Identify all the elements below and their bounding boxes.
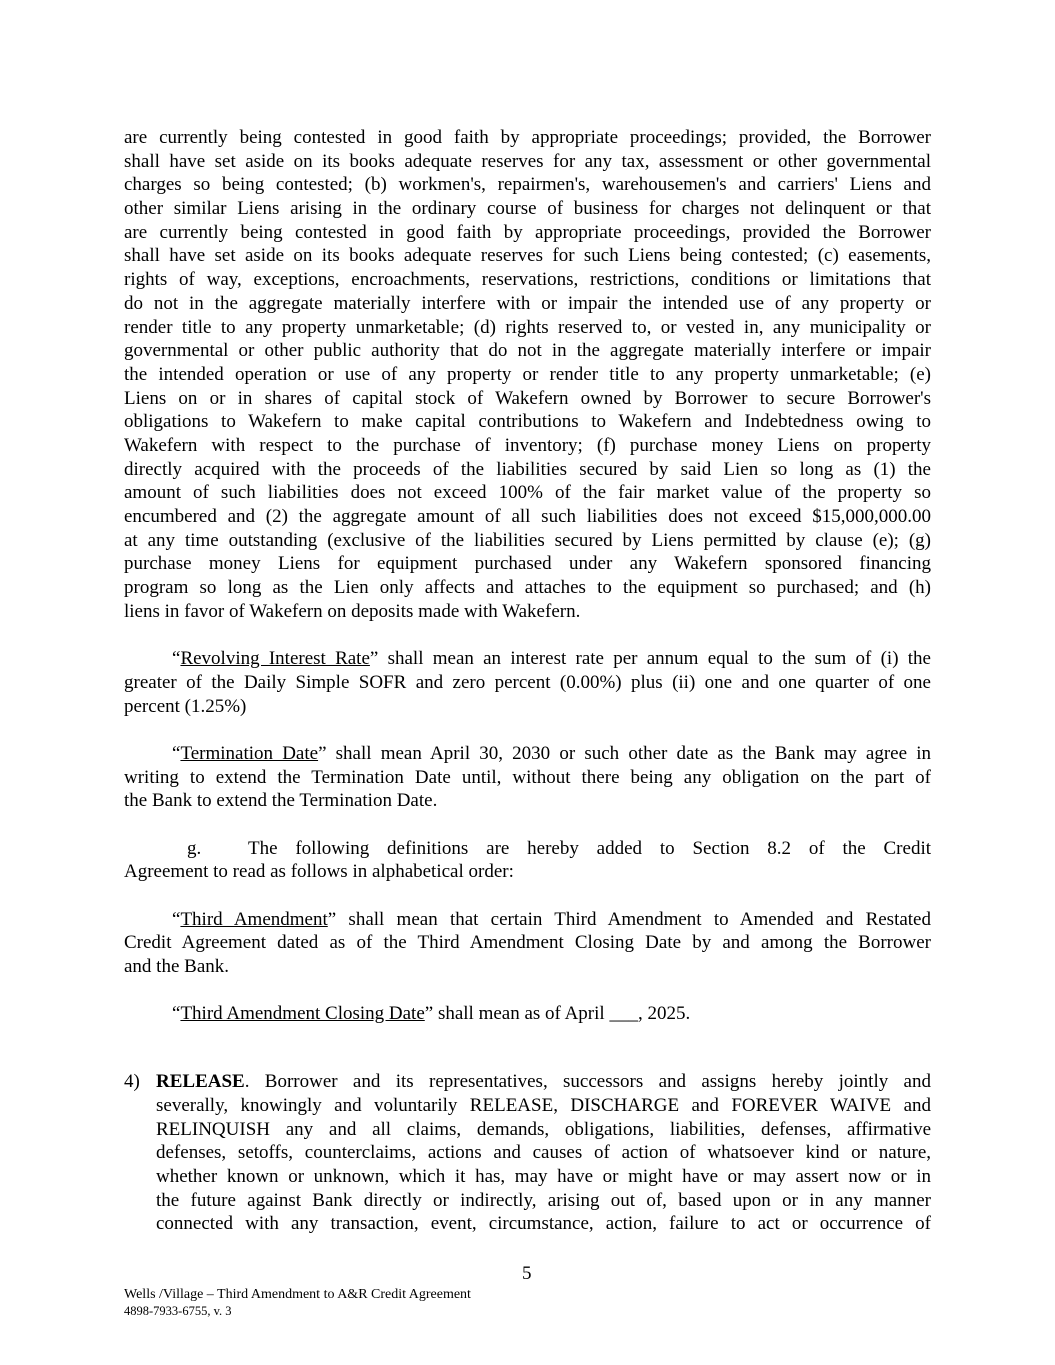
text-line — [124, 671, 931, 695]
text-line — [124, 695, 931, 719]
paragraph — [124, 126, 931, 623]
text-segment: encumbered and (2) the aggregate amount of all such liabilities does not exceed $15,000,000.00 — [124, 506, 931, 527]
text-line — [124, 931, 931, 955]
defined-term: Revolving Interest Rate — [180, 648, 370, 670]
text-line — [124, 434, 931, 458]
text-line — [124, 647, 931, 671]
text-line — [124, 244, 931, 268]
text-segment: Wakefern with respect to the purchase of inventory; (f) purchase money Liens on property — [124, 434, 931, 456]
text-segment: . Borrower and its representatives, successors and assigns hereby jointly and — [244, 1071, 931, 1093]
text-segment: the intended operation or use of any property or render title to any property unmarketable; (e) — [124, 363, 931, 385]
paragraph — [124, 742, 931, 813]
text-segment: are currently being contested in good faith by appropriate proceedings; provided, the Borrower — [124, 127, 931, 148]
defined-term: Third Amendment Closing Date — [180, 1003, 425, 1025]
footer-doc-id: 4898-7933-6755, v. 3 — [124, 1304, 232, 1318]
section-heading: RELEASE — [156, 1071, 245, 1093]
text-line — [124, 600, 931, 624]
document-body — [124, 126, 931, 1236]
paragraph — [124, 647, 931, 718]
text-segment: ” shall mean as of April ___, 2025. — [424, 1003, 691, 1025]
text-segment: charges so being contested; (b) workmen's, repairmen's, warehousemen's and carriers' Liens and — [124, 174, 931, 196]
text-line — [124, 955, 931, 979]
text-line: defenses, setoffs, counterclaims, actions and causes of action of whatsoever kind or nature, — [156, 1142, 931, 1164]
text-line — [124, 268, 931, 292]
text-segment: percent (1.25%) — [124, 695, 247, 717]
text-segment: do not in the aggregate materially interfere with or impair the intended use of any property or — [124, 292, 931, 314]
footer — [124, 1287, 471, 1319]
paragraph — [124, 1002, 931, 1026]
text-line — [124, 197, 931, 221]
text-line — [124, 1002, 931, 1026]
text-line — [124, 292, 931, 316]
text-line — [124, 458, 931, 482]
text-segment: liens in favor of Wakefern on deposits made with Wakefern. — [124, 600, 581, 622]
section-number: 4) — [124, 1071, 140, 1093]
text-segment: purchase money Liens for equipment purchased under any Wakefern sponsored financing — [124, 553, 931, 575]
text-segment: ” shall mean that certain Third Amendment to Amended and Restated — [327, 908, 931, 930]
section-label: g. — [187, 837, 202, 859]
text-line — [156, 1070, 931, 1094]
text-line — [124, 789, 931, 813]
text-line — [124, 150, 931, 174]
text-line — [124, 766, 931, 790]
page-number: 5 — [522, 1263, 532, 1284]
text-segment: program so long as the Lien only affects and attaches to the equipment so purchased; and (h) — [124, 577, 931, 599]
footer-title: Wells /Village – Third Amendment to A&R Credit Agreement — [124, 1287, 471, 1302]
text-line — [124, 742, 931, 766]
text-segment: greater of the Daily Simple SOFR and zero percent (0.00%) plus (ii) one and one quarter of one — [124, 671, 931, 693]
text-line — [124, 837, 931, 861]
text-segment: The following definitions are hereby added to Section 8.2 of the Credit — [248, 837, 931, 859]
text-segment: Credit Agreement dated as of the Third Amendment Closing Date by and among the Borrower — [124, 932, 931, 954]
text-line — [124, 339, 931, 363]
text-segment: “ — [172, 648, 181, 670]
text-segment: other similar Liens arising in the ordinary course of business for charges not delinquent or that — [124, 198, 931, 220]
text-segment: render title to any property unmarketable; (d) rights reserved to, or vested in, any municipality or — [124, 316, 931, 338]
text-segment: obligations to Wakefern to make capital contributions to Wakefern and Indebtedness owing to — [124, 411, 931, 433]
text-line — [124, 363, 931, 387]
text-segment: shall have set aside on its books adequate reserves for any tax, assessment or other governmental — [124, 150, 931, 172]
text-segment: “ — [172, 908, 181, 930]
release-section — [124, 1070, 931, 1236]
text-line — [124, 529, 931, 553]
text-segment: shall have set aside on its books adequate reserves for such Liens being contested; (c) easements, — [124, 245, 931, 267]
text-segment: ” shall mean an interest rate per annum equal to the sum of (i) the — [369, 648, 931, 670]
text-line: the future against Bank directly or indirectly, arising out of, based upon or in any manner — [156, 1189, 931, 1211]
text-segment: and the Bank. — [124, 956, 230, 978]
text-segment: are currently being contested in good faith by appropriate proceedings, provided the Borrower — [124, 221, 931, 243]
text-segment: governmental or other public authority that do not in the aggregate materially interfere or impair — [124, 340, 931, 362]
text-line: Agreement to read as follows in alphabetical order: — [124, 861, 514, 883]
text-line — [124, 221, 931, 245]
text-line — [124, 410, 931, 434]
section-g-paragraph — [124, 837, 931, 884]
text-segment: Liens on or in shares of capital stock of Wakefern owned by Borrower to secure Borrower's — [124, 387, 931, 409]
text-line — [124, 387, 931, 411]
text-line: RELINQUISH any and all claims, demands, obligations, liabilities, defenses, affirmative — [156, 1118, 931, 1140]
text-line — [124, 316, 931, 340]
text-segment: at any time outstanding (exclusive of the liabilities secured by Liens permitted by clause (e); (g) — [124, 529, 931, 551]
text-line: severally, knowingly and voluntarily RELEASE, DISCHARGE and FOREVER WAIVE and — [156, 1094, 931, 1116]
text-segment: writing to extend the Termination Date until, without there being any obligation on the part of — [124, 766, 931, 788]
text-line — [124, 173, 931, 197]
text-segment: directly acquired with the proceeds of the liabilities secured by said Lien so long as (1) the — [124, 458, 931, 480]
text-segment: “ — [172, 1003, 181, 1025]
text-line: connected with any transaction, event, circumstance, action, failure to act or occurrence of — [156, 1213, 931, 1235]
text-segment: “ — [172, 742, 181, 764]
text-line — [124, 126, 931, 150]
defined-term: Third Amendment — [180, 908, 328, 930]
text-line — [124, 505, 931, 529]
text-line — [124, 552, 931, 576]
text-segment: amount of such liabilities does not exceed 100% of the fair market value of the property so — [124, 482, 931, 504]
text-segment: rights of way, exceptions, encroachments, reservations, restrictions, conditions or limitations that — [124, 269, 931, 291]
text-segment: ” shall mean April 30, 2030 or such other date as the Bank may agree in — [318, 742, 931, 764]
text-line — [124, 481, 931, 505]
text-segment: the Bank to extend the Termination Date. — [124, 790, 438, 812]
text-line — [124, 908, 931, 932]
defined-term: Termination Date — [180, 742, 319, 764]
paragraph — [124, 908, 931, 979]
text-line: whether known or unknown, which it has, may have or might have or may assert now or in — [156, 1165, 931, 1187]
text-line — [124, 576, 931, 600]
